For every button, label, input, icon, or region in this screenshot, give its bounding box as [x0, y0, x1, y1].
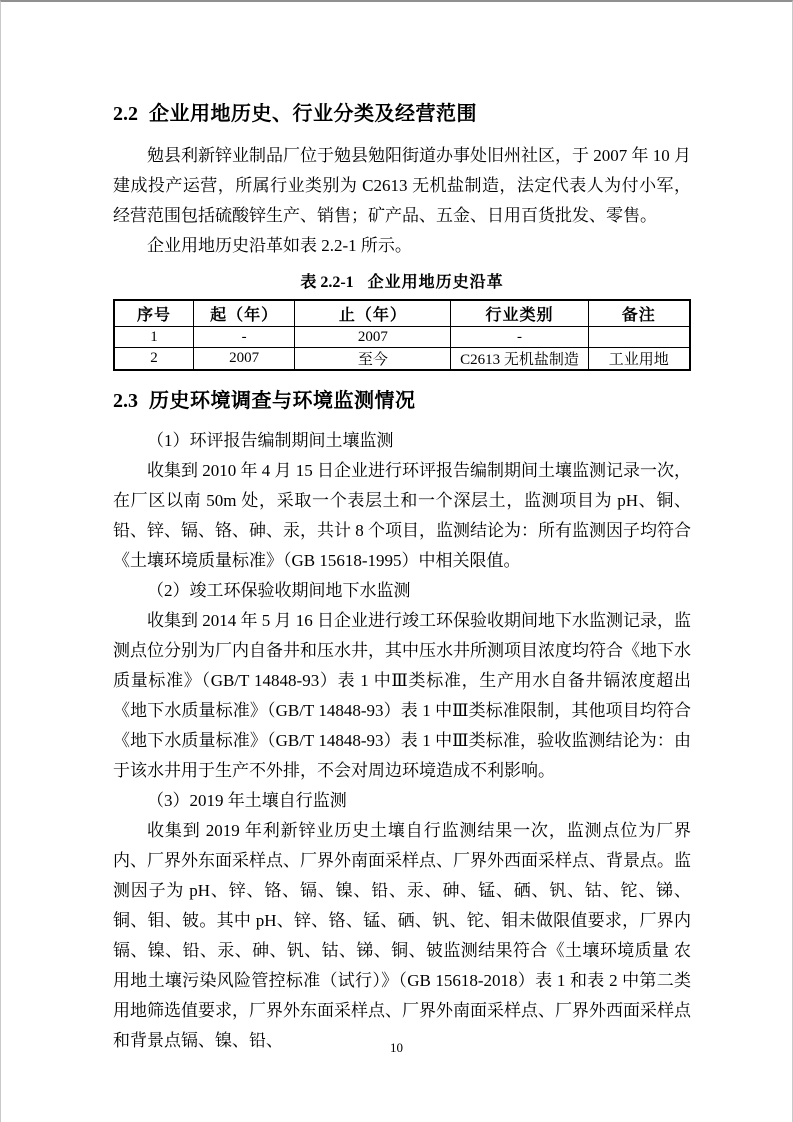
section-2-3-number: 2.3	[113, 390, 138, 412]
section-2-2-number: 2.2	[113, 103, 138, 125]
table-cell: C2613 无机盐制造	[451, 348, 588, 371]
table-cell: 工业用地	[588, 348, 690, 371]
section-2-2-title: 企业用地历史、行业分类及经营范围	[149, 103, 477, 125]
table-cell: -	[451, 327, 588, 348]
table-header-end: 止（年）	[295, 300, 451, 327]
table-cell: 2007	[193, 348, 294, 371]
page-number: 10	[390, 1040, 403, 1055]
table-header-industry: 行业类别	[451, 300, 588, 327]
land-use-history-table	[113, 299, 691, 371]
table-header-start: 起（年）	[193, 300, 294, 327]
table-header-seq: 序号	[114, 300, 193, 327]
item-2-body: 收集到 2014 年 5 月 16 日企业进行竣工环保验收期间地下水监测记录，监测点位分别为厂内自备井和压水井，其中压水井所测项目浓度均符合《地下水质量标准》（GB/T 14848-93）表 1 中Ⅲ类标准，生产用水自备井镉浓度超出《地下水质量标准》（GB/T 14848-93）表 1 中Ⅲ类标准限制，其他项目均符合《地下水质量标准》（GB/T 14848-93）表 1 中Ⅲ类标准，验收监测结论为：由于该水井用于生产不外排，不会对周边环境造成不利影响。	[113, 611, 691, 780]
table-cell	[588, 327, 690, 348]
section-2-2-heading	[113, 100, 691, 128]
item-3-title: （3）2019 年土壤自行监测	[147, 791, 347, 810]
item-3-body: 收集到 2019 年利新锌业历史土壤自行监测结果一次，监测点位为厂界内、厂界外东面采样点、厂界外南面采样点、厂界外西面采样点、背景点。监测因子为 pH、锌、铬、镉、镍、铅、汞、砷、锰、硒、钒、钴、铊、锑、铜、钼、铍。其中 pH、锌、铬、锰、硒、钒、铊、钼未做限值要求，厂界内镉、镍、铅、汞、砷、钒、钴、锑、铜、铍监测结果符合《土壤环境质量 农用地土壤污染风险管控标准（试行）》（GB 15618-2018）表 1 和表 2 中第二类用地筛选值要求，厂界外东面采样点、厂界外南面采样点、厂界外西面采样点和背景点镉、镍、铅、	[113, 821, 691, 1050]
table-caption	[113, 270, 691, 296]
table-cell: 至今	[295, 348, 451, 371]
table-header-note: 备注	[588, 300, 690, 327]
table-cell: -	[193, 327, 294, 348]
item-1-body: 收集到 2010 年 4 月 15 日企业进行环评报告编制期间土壤监测记录一次，在厂区以南 50m 处，采取一个表层土和一个深层土，监测项目为 pH、铜、铅、锌、镉、铬、砷、汞，共计 8 个项目，监测结论为：所有监测因子均符合《土壤环境质量标准》（GB 15618-1995）中相关限值。	[113, 461, 691, 570]
section-2-2-paragraph-2: 企业用地历史沿革如表 2.2-1 所示。	[147, 236, 412, 255]
table-header-row	[114, 300, 690, 327]
page-content	[113, 100, 691, 1056]
section-2-3-heading	[113, 387, 691, 415]
item-1-title: （1）环评报告编制期间土壤监测	[147, 431, 394, 450]
table-row	[114, 348, 690, 371]
item-2-title: （2）竣工环保验收期间地下水监测	[147, 581, 411, 600]
table-caption-label: 表 2.2-1	[300, 274, 354, 291]
table-cell: 1	[114, 327, 193, 348]
table-caption-title: 企业用地历史沿革	[367, 274, 504, 291]
table-cell: 2007	[295, 327, 451, 348]
section-2-2-paragraph-1: 勉县利新锌业制品厂位于勉县勉阳街道办事处旧州社区，于 2007 年 10 月建成投产运营，所属行业类别为 C2613 无机盐制造，法定代表人为付小军，经营范围包括硫酸锌生产、销售；矿产品、五金、日用百货批发、零售。	[113, 146, 691, 225]
table-row	[114, 327, 690, 348]
section-2-3-title: 历史环境调查与环境监测情况	[149, 390, 416, 412]
table-cell: 2	[114, 348, 193, 371]
